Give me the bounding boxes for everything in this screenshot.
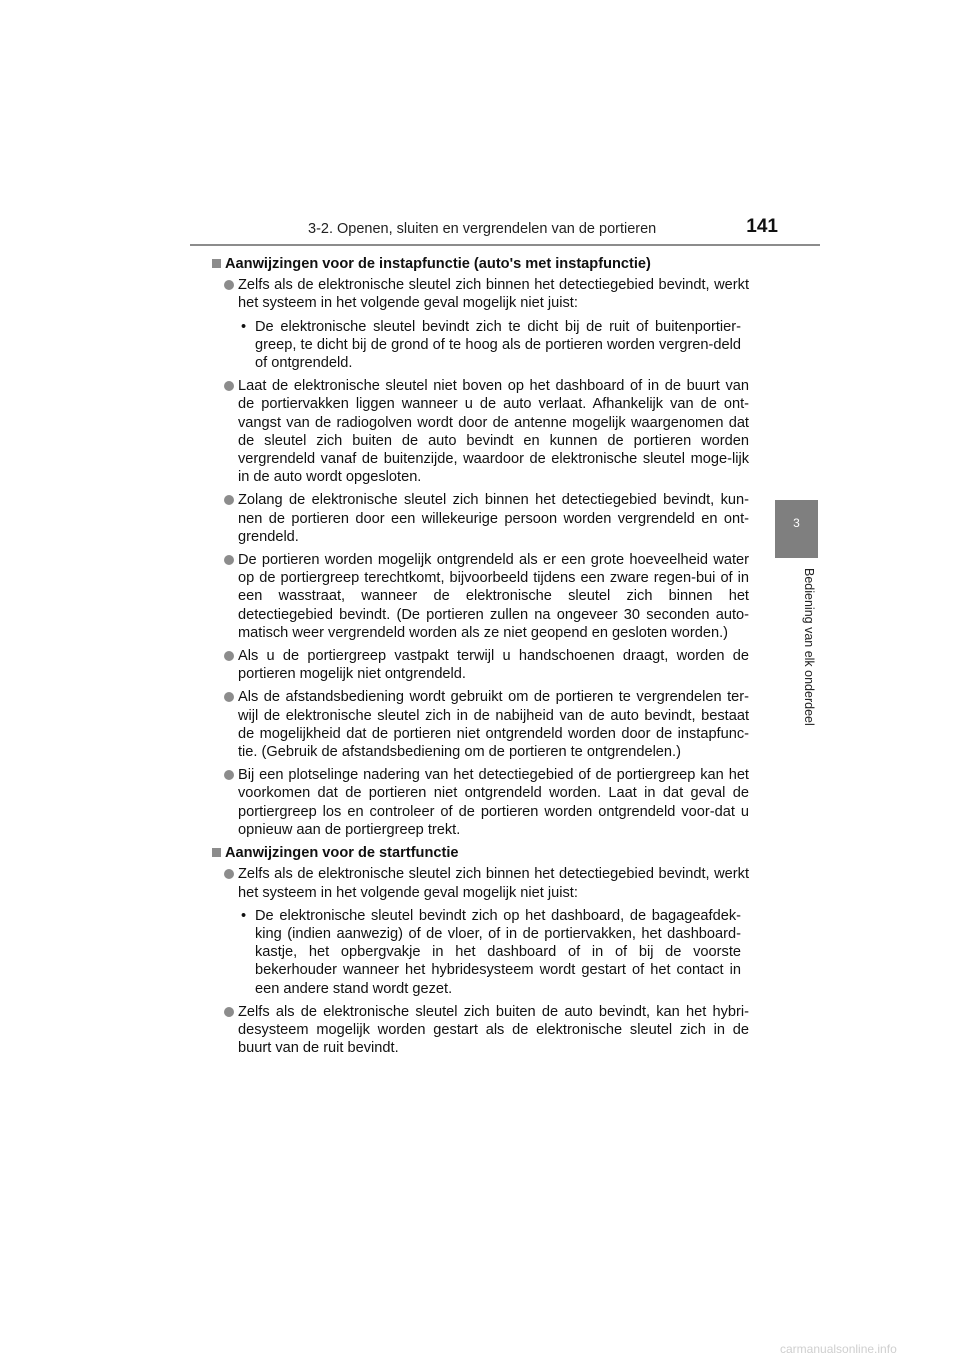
square-bullet-icon: [212, 259, 221, 268]
section-title: Aanwijzingen voor de startfunctie: [212, 844, 749, 862]
circle-bullet-icon: [224, 770, 234, 780]
page-header: [190, 218, 820, 248]
chapter-label: Bediening van elk onderdeel: [802, 568, 816, 726]
page-content: [212, 255, 749, 1057]
header-rule: [190, 244, 820, 246]
chapter-number: 3: [793, 516, 800, 530]
list-item: De portieren worden mogelijk ontgrendeld als er een grote hoeveelheid water op de portiergreep terechtkomt, bijvoorbeeld tijdens een zware regen-bui of in een wasstraat, wanneer de elektronische sleutel zich binnen het detectiegebied bevindt. (De portieren zullen na ongeveer 30 seconden auto-matisch weer vergrendeld worden als ze niet geopend en gesloten worden.): [212, 551, 749, 642]
page-number: 141: [746, 216, 778, 237]
square-bullet-icon: [212, 848, 221, 857]
watermark: carmanualsonline.info: [780, 1342, 897, 1356]
chapter-tab: [775, 500, 818, 558]
circle-bullet-icon: [224, 1007, 234, 1017]
small-bullet-icon: •: [241, 907, 247, 924]
list-item: Als u de portiergreep vastpakt terwijl u handschoenen draagt, worden de portieren mogelijk niet ontgrendeld.: [212, 647, 749, 683]
circle-bullet-icon: [224, 692, 234, 702]
circle-bullet-icon: [224, 280, 234, 290]
list-item: Zolang de elektronische sleutel zich binnen het detectiegebied bevindt, kun-nen de portieren door een willekeurige persoon worden vergrendeld en ont-grendeld.: [212, 491, 749, 546]
list-item: Als de afstandsbediening wordt gebruikt om de portieren te vergrendelen ter-wijl de elektronische sleutel zich in de nabijheid van de auto bevindt, bestaat de mogelijkheid dat de portieren niet ontgrendeld worden door de instapfunc-tie. (Gebruik de afstandsbediening om de portieren te ontgrendelen.): [212, 688, 749, 761]
circle-bullet-icon: [224, 495, 234, 505]
list-item: Bij een plotselinge nadering van het detectiegebied of de portiergreep kan het voorkomen dat de portieren niet ontgrendeld worden. Laat in dat geval de portiergreep los en controleer of de portieren worden ontgrendeld voor-dat u opnieuw aan de portiergreep trekt.: [212, 766, 749, 839]
list-item: Laat de elektronische sleutel niet boven op het dashboard of in de buurt van de portiervakken liggen wanneer u de auto verlaat. Afhankelijk van de ont-vangst van de radiogolven wordt door de antenne mogelijk waargenomen dat de sleutel zich buiten de auto bevindt en kunnen de portieren worden vergrendeld vanaf de buitenzijde, waardoor de elektronische sleutel moge-lijk in de auto wordt opgesloten.: [212, 377, 749, 486]
sub-list-item: • De elektronische sleutel bevindt zich te dicht bij de ruit of buitenportier-greep, te dicht bij de grond of te hoog als de portieren worden vergren-deld of ontgrendeld.: [241, 318, 741, 372]
list-item: Zelfs als de elektronische sleutel zich buiten de auto bevindt, kan het hybri-desysteem mogelijk worden gestart als de elektronische sleutel zich in de buurt van de ruit bevindt.: [212, 1003, 749, 1058]
section-title: Aanwijzingen voor de instapfunctie (auto's met instapfunctie): [212, 255, 749, 273]
circle-bullet-icon: [224, 869, 234, 879]
small-bullet-icon: •: [241, 318, 247, 335]
list-item: Zelfs als de elektronische sleutel zich binnen het detectiegebied bevindt, werkt het systeem in het volgende geval mogelijk niet juist:: [212, 276, 749, 312]
circle-bullet-icon: [224, 381, 234, 391]
section-heading: 3-2. Openen, sluiten en vergrendelen van de portieren: [308, 221, 657, 237]
list-item: Zelfs als de elektronische sleutel zich binnen het detectiegebied bevindt, werkt het systeem in het volgende geval mogelijk niet juist:: [212, 865, 749, 901]
sub-list-item: • De elektronische sleutel bevindt zich op het dashboard, de bagageafdek-king (indien aanwezig) of de vloer, of in de portiervakken, het dashboard-kastje, het opbergvakje in het dashboard of in of bij de voorste bekerhouder wanneer het hybridesysteem wordt gestart of het contact in een andere stand wordt gezet.: [241, 907, 741, 997]
circle-bullet-icon: [224, 555, 234, 565]
circle-bullet-icon: [224, 651, 234, 661]
